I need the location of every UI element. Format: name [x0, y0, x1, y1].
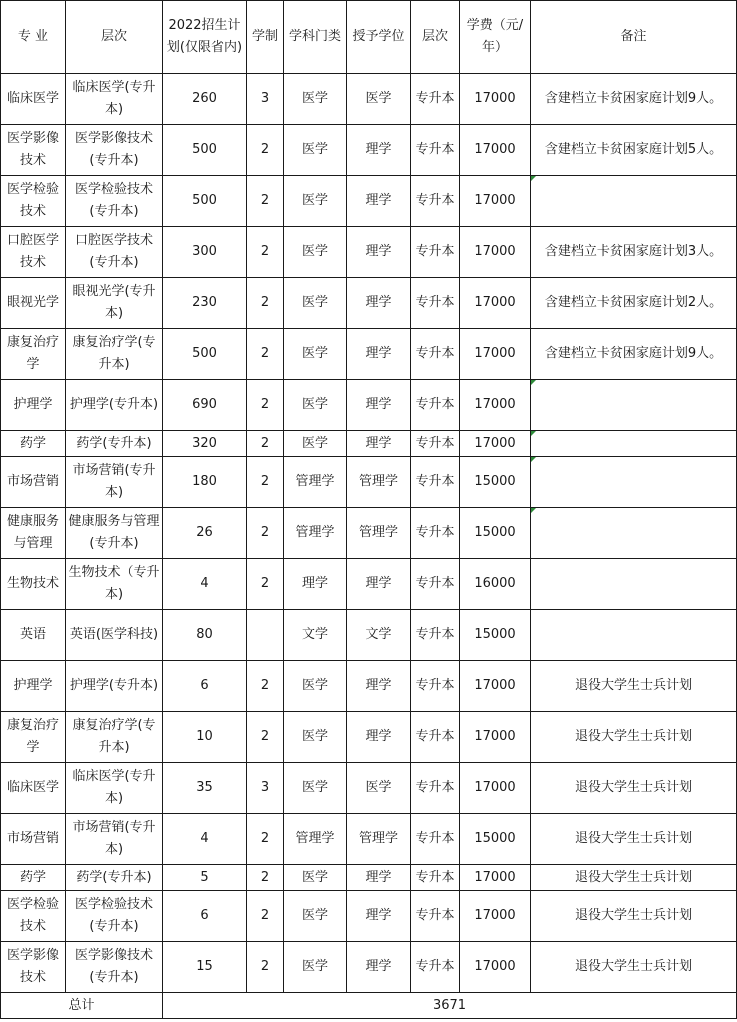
category-cell: 医学: [284, 74, 347, 125]
years-cell: [247, 610, 284, 661]
note-cell: 退役大学生士兵计划: [531, 712, 737, 763]
level-cell: 医学影像技术(专升本): [66, 942, 163, 993]
table-row: [1, 176, 737, 227]
level2-cell: 专升本: [411, 763, 460, 814]
table-row: [1, 227, 737, 278]
degree-cell: 理学: [347, 712, 411, 763]
major-cell: 市场营销: [1, 814, 66, 865]
category-cell: 管理学: [284, 457, 347, 508]
header-cell: 2022招生计划(仅限省内): [163, 1, 247, 74]
level-cell: 市场营销(专升本): [66, 457, 163, 508]
table-row: [1, 559, 737, 610]
header-cell: 层次: [411, 1, 460, 74]
level2-cell: 专升本: [411, 942, 460, 993]
category-cell: 理学: [284, 559, 347, 610]
fee-cell: 15000: [460, 508, 531, 559]
major-cell: 眼视光学: [1, 278, 66, 329]
years-cell: 2: [247, 891, 284, 942]
major-cell: 医学检验技术: [1, 891, 66, 942]
level2-cell: 专升本: [411, 814, 460, 865]
note-cell: [531, 457, 737, 508]
degree-cell: 医学: [347, 74, 411, 125]
table-row: [1, 125, 737, 176]
category-cell: 医学: [284, 431, 347, 457]
plan-cell: 230: [163, 278, 247, 329]
plan-cell: 26: [163, 508, 247, 559]
fee-cell: 16000: [460, 559, 531, 610]
level2-cell: 专升本: [411, 329, 460, 380]
header-cell: 学科门类: [284, 1, 347, 74]
years-cell: 2: [247, 431, 284, 457]
header-cell: 学制: [247, 1, 284, 74]
fee-cell: 17000: [460, 74, 531, 125]
plan-cell: 4: [163, 559, 247, 610]
degree-cell: 理学: [347, 380, 411, 431]
category-cell: 医学: [284, 227, 347, 278]
years-cell: 3: [247, 74, 284, 125]
major-cell: 临床医学: [1, 74, 66, 125]
major-cell: 生物技术: [1, 559, 66, 610]
plan-cell: 15: [163, 942, 247, 993]
table-row: [1, 329, 737, 380]
note-cell: [531, 610, 737, 661]
years-cell: 2: [247, 814, 284, 865]
category-cell: 管理学: [284, 814, 347, 865]
fee-cell: 15000: [460, 610, 531, 661]
total-row: [1, 993, 737, 1019]
level-cell: 市场营销(专升本): [66, 814, 163, 865]
major-cell: 药学: [1, 865, 66, 891]
level-cell: 健康服务与管理(专升本): [66, 508, 163, 559]
level2-cell: 专升本: [411, 125, 460, 176]
level2-cell: 专升本: [411, 508, 460, 559]
level-cell: 眼视光学(专升本): [66, 278, 163, 329]
major-cell: 临床医学: [1, 763, 66, 814]
plan-cell: 4: [163, 814, 247, 865]
major-cell: 药学: [1, 431, 66, 457]
note-cell: 退役大学生士兵计划: [531, 891, 737, 942]
level2-cell: 专升本: [411, 380, 460, 431]
fee-cell: 17000: [460, 763, 531, 814]
table-row: [1, 74, 737, 125]
major-cell: 护理学: [1, 661, 66, 712]
header-cell: 备注: [531, 1, 737, 74]
plan-cell: 35: [163, 763, 247, 814]
plan-cell: 180: [163, 457, 247, 508]
note-cell: 退役大学生士兵计划: [531, 942, 737, 993]
table-row: [1, 380, 737, 431]
major-cell: 康复治疗学: [1, 712, 66, 763]
table-row: [1, 508, 737, 559]
table-row: [1, 610, 737, 661]
level-cell: 药学(专升本): [66, 431, 163, 457]
note-cell: 含建档立卡贫困家庭计划5人。: [531, 125, 737, 176]
category-cell: 医学: [284, 865, 347, 891]
level2-cell: 专升本: [411, 278, 460, 329]
major-cell: 英语: [1, 610, 66, 661]
level-cell: 临床医学(专升本): [66, 763, 163, 814]
note-cell: 退役大学生士兵计划: [531, 661, 737, 712]
fee-cell: 17000: [460, 380, 531, 431]
level2-cell: 专升本: [411, 457, 460, 508]
level-cell: 英语(医学科技): [66, 610, 163, 661]
category-cell: 医学: [284, 661, 347, 712]
level2-cell: 专升本: [411, 559, 460, 610]
note-cell: 退役大学生士兵计划: [531, 814, 737, 865]
category-cell: 医学: [284, 176, 347, 227]
category-cell: 医学: [284, 278, 347, 329]
major-cell: 健康服务与管理: [1, 508, 66, 559]
degree-cell: 文学: [347, 610, 411, 661]
fee-cell: 17000: [460, 227, 531, 278]
major-cell: 市场营销: [1, 457, 66, 508]
degree-cell: 管理学: [347, 457, 411, 508]
degree-cell: 医学: [347, 763, 411, 814]
header-row: [1, 1, 737, 74]
level-cell: 医学影像技术(专升本): [66, 125, 163, 176]
level-cell: 生物技术（专升本): [66, 559, 163, 610]
plan-cell: 5: [163, 865, 247, 891]
level2-cell: 专升本: [411, 610, 460, 661]
major-cell: 医学检验技术: [1, 176, 66, 227]
degree-cell: 理学: [347, 431, 411, 457]
note-cell: [531, 559, 737, 610]
degree-cell: 理学: [347, 329, 411, 380]
years-cell: 2: [247, 865, 284, 891]
plan-cell: 260: [163, 74, 247, 125]
fee-cell: 15000: [460, 814, 531, 865]
level-cell: 护理学(专升本): [66, 661, 163, 712]
years-cell: 2: [247, 329, 284, 380]
category-cell: 医学: [284, 380, 347, 431]
category-cell: 医学: [284, 125, 347, 176]
fee-cell: 17000: [460, 125, 531, 176]
table-row: [1, 712, 737, 763]
degree-cell: 理学: [347, 661, 411, 712]
years-cell: 2: [247, 457, 284, 508]
fee-cell: 17000: [460, 661, 531, 712]
table-row: [1, 865, 737, 891]
note-cell: 含建档立卡贫困家庭计划3人。: [531, 227, 737, 278]
note-cell: 退役大学生士兵计划: [531, 865, 737, 891]
category-cell: 文学: [284, 610, 347, 661]
fee-cell: 17000: [460, 278, 531, 329]
degree-cell: 理学: [347, 227, 411, 278]
category-cell: 医学: [284, 942, 347, 993]
level-cell: 康复治疗学(专升本): [66, 329, 163, 380]
fee-cell: 17000: [460, 431, 531, 457]
degree-cell: 理学: [347, 891, 411, 942]
note-cell: 含建档立卡贫困家庭计划9人。: [531, 329, 737, 380]
level-cell: 医学检验技术(专升本): [66, 891, 163, 942]
category-cell: 医学: [284, 763, 347, 814]
level2-cell: 专升本: [411, 865, 460, 891]
years-cell: 3: [247, 763, 284, 814]
years-cell: 2: [247, 227, 284, 278]
plan-cell: 500: [163, 176, 247, 227]
fee-cell: 17000: [460, 942, 531, 993]
level-cell: 临床医学(专升本): [66, 74, 163, 125]
fee-cell: 15000: [460, 457, 531, 508]
table-body: [1, 1, 737, 1019]
major-cell: 护理学: [1, 380, 66, 431]
fee-cell: 17000: [460, 329, 531, 380]
header-cell: 专 业: [1, 1, 66, 74]
level-cell: 康复治疗学(专升本): [66, 712, 163, 763]
table-row: [1, 661, 737, 712]
years-cell: 2: [247, 125, 284, 176]
note-cell: [531, 508, 737, 559]
note-cell: [531, 431, 737, 457]
category-cell: 管理学: [284, 508, 347, 559]
major-cell: 康复治疗学: [1, 329, 66, 380]
total-label: 总计: [1, 993, 163, 1019]
category-cell: 医学: [284, 712, 347, 763]
major-cell: 医学影像技术: [1, 942, 66, 993]
plan-cell: 10: [163, 712, 247, 763]
plan-cell: 500: [163, 125, 247, 176]
degree-cell: 理学: [347, 278, 411, 329]
note-cell: 含建档立卡贫困家庭计划2人。: [531, 278, 737, 329]
plan-cell: 300: [163, 227, 247, 278]
degree-cell: 管理学: [347, 814, 411, 865]
degree-cell: 理学: [347, 942, 411, 993]
years-cell: 2: [247, 380, 284, 431]
level-cell: 医学检验技术(专升本): [66, 176, 163, 227]
degree-cell: 理学: [347, 176, 411, 227]
fee-cell: 17000: [460, 891, 531, 942]
header-cell: 层次: [66, 1, 163, 74]
years-cell: 2: [247, 176, 284, 227]
level2-cell: 专升本: [411, 891, 460, 942]
level2-cell: 专升本: [411, 661, 460, 712]
fee-cell: 17000: [460, 712, 531, 763]
table-row: [1, 763, 737, 814]
header-cell: 授予学位: [347, 1, 411, 74]
degree-cell: 理学: [347, 559, 411, 610]
level-cell: 护理学(专升本): [66, 380, 163, 431]
level2-cell: 专升本: [411, 74, 460, 125]
major-cell: 口腔医学技术: [1, 227, 66, 278]
degree-cell: 管理学: [347, 508, 411, 559]
level2-cell: 专升本: [411, 431, 460, 457]
category-cell: 医学: [284, 891, 347, 942]
category-cell: 医学: [284, 329, 347, 380]
table-row: [1, 431, 737, 457]
major-cell: 医学影像技术: [1, 125, 66, 176]
plan-cell: 500: [163, 329, 247, 380]
level-cell: 药学(专升本): [66, 865, 163, 891]
plan-cell: 80: [163, 610, 247, 661]
note-cell: 含建档立卡贫困家庭计划9人。: [531, 74, 737, 125]
level2-cell: 专升本: [411, 176, 460, 227]
level2-cell: 专升本: [411, 712, 460, 763]
level2-cell: 专升本: [411, 227, 460, 278]
years-cell: 2: [247, 559, 284, 610]
years-cell: 2: [247, 712, 284, 763]
degree-cell: 理学: [347, 865, 411, 891]
fee-cell: 17000: [460, 865, 531, 891]
table-row: [1, 457, 737, 508]
header-cell: 学费（元/年）: [460, 1, 531, 74]
total-value: 3671: [163, 993, 737, 1019]
years-cell: 2: [247, 661, 284, 712]
table-row: [1, 278, 737, 329]
plan-cell: 6: [163, 661, 247, 712]
plan-cell: 6: [163, 891, 247, 942]
table-row: [1, 814, 737, 865]
years-cell: 2: [247, 278, 284, 329]
table-row: [1, 891, 737, 942]
table-row: [1, 942, 737, 993]
plan-cell: 320: [163, 431, 247, 457]
years-cell: 2: [247, 942, 284, 993]
degree-cell: 理学: [347, 125, 411, 176]
fee-cell: 17000: [460, 176, 531, 227]
plan-cell: 690: [163, 380, 247, 431]
note-cell: 退役大学生士兵计划: [531, 763, 737, 814]
note-cell: [531, 176, 737, 227]
level-cell: 口腔医学技术(专升本): [66, 227, 163, 278]
note-cell: [531, 380, 737, 431]
years-cell: 2: [247, 508, 284, 559]
